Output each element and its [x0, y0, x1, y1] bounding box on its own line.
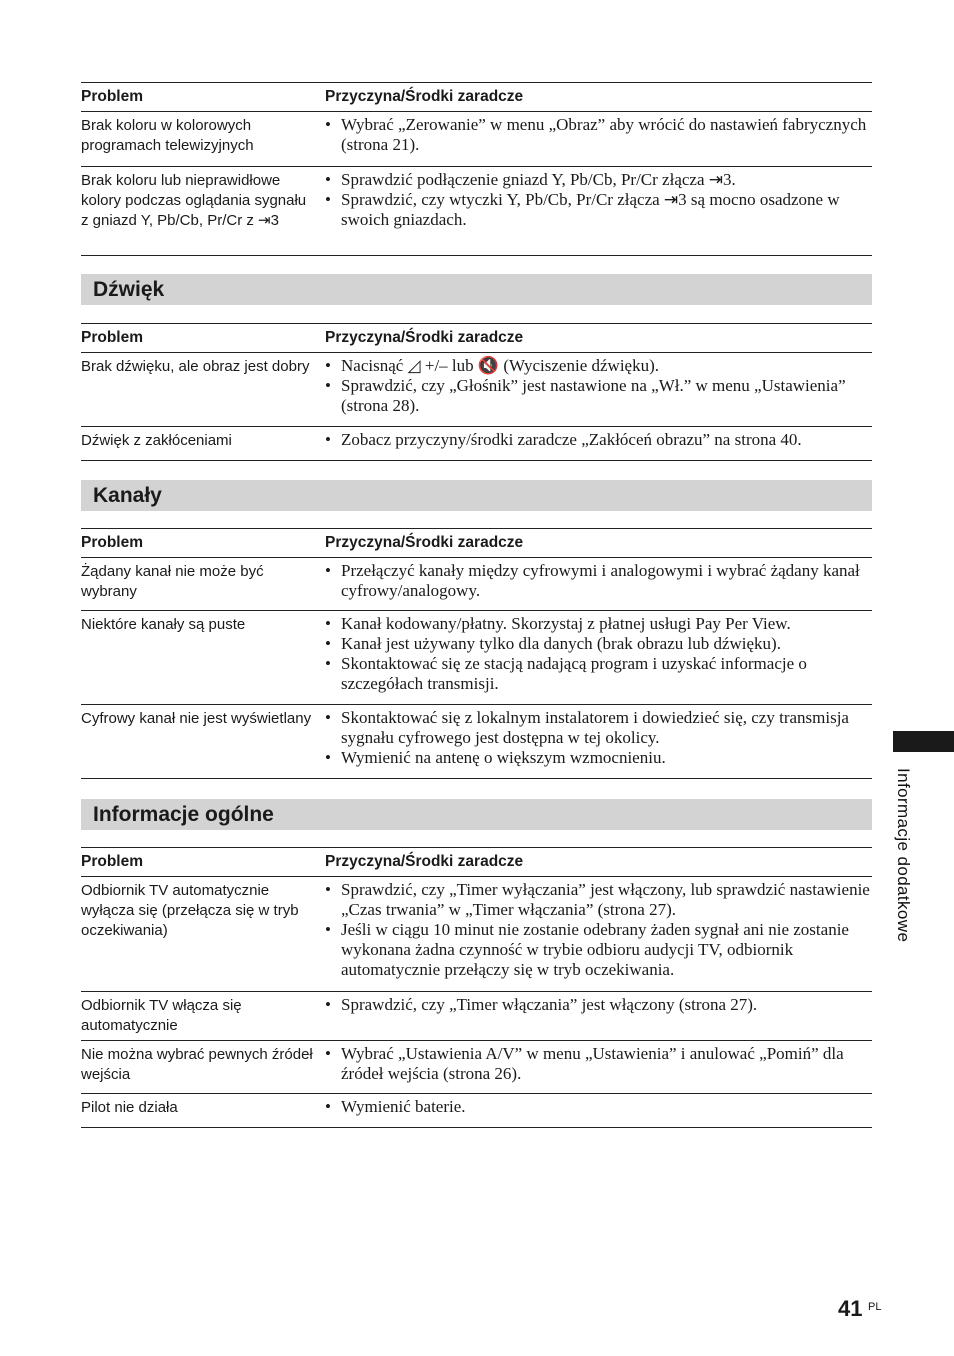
section-title-sound: Dźwięk	[81, 274, 872, 305]
header-cause: Przyczyna/Środki zaradcze	[325, 853, 524, 870]
table-row	[81, 1094, 872, 1128]
table-row	[81, 705, 872, 779]
table-header	[81, 323, 872, 353]
table-row	[81, 558, 872, 611]
table-row	[81, 112, 872, 167]
remedy-item: • Sprawdzić, czy wtyczki Y, Pb/Cb, Pr/Cr złącza ⇥3 są mocno osadzone w swoich gniazdach.	[325, 190, 872, 230]
remedy-item: • Wymienić na antenę o większym wzmocnieniu.	[325, 748, 872, 768]
page-language: PL	[868, 1301, 882, 1313]
problem-cell: Nie można wybrać pewnych źródeł wejścia	[81, 1046, 313, 1083]
problem-cell: Brak koloru w kolorowych programach telewizyjnych	[81, 117, 254, 154]
table-row	[81, 877, 872, 992]
remedy-item: • Sprawdzić podłączenie gniazd Y, Pb/Cb, Pr/Cr złącza ⇥3.	[325, 170, 872, 190]
header-cause: Przyczyna/Środki zaradcze	[325, 534, 524, 551]
remedy-item: • Sprawdzić, czy „Głośnik” jest nastawione na „Wł.” w menu „Ustawienia” (strona 28).	[325, 376, 872, 416]
problem-cell: Niektóre kanały są puste	[81, 616, 246, 633]
remedy-item: • Nacisnąć ◿ +/– lub 🔇 (Wyciszenie dźwięku).	[325, 356, 872, 376]
problem-cell: Brak koloru lub nieprawidłowe kolory podczas oglądania sygnału z gniazd Y, Pb/Cb, Pr/Cr z ⇥3	[81, 172, 307, 229]
remedy-item: • Sprawdzić, czy „Timer wyłączania” jest włączony, lub sprawdzić nastawienie „Czas trwania” w „Timer włączania” (strona 27).	[325, 880, 872, 920]
remedy-item: • Skontaktować się ze stacją nadającą program i uzyskać informacje o szczegółach transmisji.	[325, 654, 872, 694]
section-title-channels: Kanały	[81, 480, 872, 511]
remedy-item: • Wymienić baterie.	[325, 1097, 872, 1117]
table-row	[81, 427, 872, 461]
header-problem: Problem	[81, 329, 144, 346]
table-header	[81, 528, 872, 558]
problem-cell: Cyfrowy kanał nie jest wyświetlany	[81, 710, 312, 727]
remedy-item: • Wybrać „Ustawienia A/V” w menu „Ustawienia” i anulować „Pomiń” dla źródeł wejścia (strona 26).	[325, 1044, 872, 1084]
table-row	[81, 353, 872, 427]
problem-cell: Odbiornik TV włącza się automatycznie	[81, 997, 242, 1034]
table-sound	[81, 323, 872, 461]
header-problem: Problem	[81, 853, 144, 870]
remedy-item: • Skontaktować się z lokalnym instalatorem i dowiedzieć się, czy transmisja sygnału cyfrowego jest dostępna w tej okolicy.	[325, 708, 872, 748]
page-number: 41	[838, 1296, 863, 1321]
problem-cell: Brak dźwięku, ale obraz jest dobry	[81, 358, 310, 375]
remedy-item: • Przełączyć kanały między cyfrowymi i analogowymi i wybrać żądany kanał cyfrowy/analogowy.	[325, 561, 872, 601]
side-tab-marker	[893, 731, 954, 752]
problem-cell: Żądany kanał nie może być wybrany	[81, 563, 264, 600]
problem-cell: Pilot nie działa	[81, 1099, 178, 1116]
section-title-general: Informacje ogólne	[81, 799, 872, 830]
remedy-item: • Jeśli w ciągu 10 minut nie zostanie odebrany żaden sygnał ani nie zostanie wykonana żadna czynność w trybie odbioru audycji TV, odbiornik automatycznie przełączy się w tryb oczekiwania.	[325, 920, 872, 980]
table-header	[81, 82, 872, 112]
header-problem: Problem	[81, 534, 144, 551]
table-row	[81, 167, 872, 256]
header-cause: Przyczyna/Środki zaradcze	[325, 88, 524, 105]
table-row	[81, 992, 872, 1041]
header-problem: Problem	[81, 88, 144, 105]
remedy-item: • Kanał jest używany tylko dla danych (brak obrazu lub dźwięku).	[325, 634, 872, 654]
remedy-item: • Sprawdzić, czy „Timer włączania” jest włączony (strona 27).	[325, 995, 872, 1015]
table-channels	[81, 528, 872, 779]
table-row	[81, 611, 872, 705]
header-cause: Przyczyna/Środki zaradcze	[325, 329, 524, 346]
side-tab-label: Informacje dodatkowe	[894, 768, 913, 943]
table-header	[81, 847, 872, 877]
remedy-item: • Wybrać „Zerowanie” w menu „Obraz” aby wrócić do nastawień fabrycznych (strona 21).	[325, 115, 872, 155]
table-general	[81, 847, 872, 1128]
table-picture-issues	[81, 82, 872, 256]
problem-cell: Dźwięk z zakłóceniami	[81, 432, 232, 449]
remedy-item: • Zobacz przyczyny/środki zaradcze „Zakłóceń obrazu” na strona 40.	[325, 430, 872, 450]
remedy-item: • Kanał kodowany/płatny. Skorzystaj z płatnej usługi Pay Per View.	[325, 614, 872, 634]
problem-cell: Odbiornik TV automatycznie wyłącza się (przełącza się w tryb oczekiwania)	[81, 882, 299, 939]
table-row	[81, 1041, 872, 1094]
